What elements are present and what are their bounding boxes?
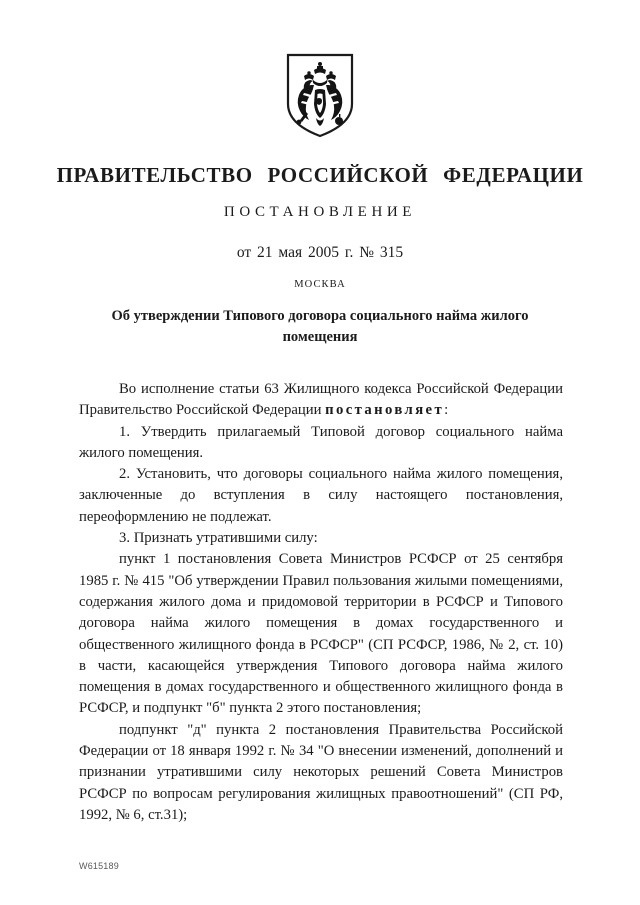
paragraph-repeal-1: пункт 1 постановления Совета Министров РСФСР от 25 сентября 1985 г. № 415 "Об утверждении Правил пользования жилыми помещениями, содержания жилого дома и придомовой территории в РСФСР и Типового договора найма жилого помещения в домах государственного и общественного жилищного фонда в РСФСР" (СП РСФСР, 1986, № 2, ст. 10) в части, касающейся утверждения Типового договора найма жилого помещения в домах государственного и общественного жилищного фонда в РСФСР, и подпункт "б" пункта 2 этого постановления; (79, 551, 563, 717)
preamble-emphasis: постановляет (325, 402, 445, 419)
russian-federation-coat-of-arms-icon (284, 52, 356, 138)
preamble-text-after: : (444, 402, 449, 419)
paragraph-repeal-2: подпункт "д" пункта 2 постановления Правительства Российской Федерации от 18 января 1992 г. № 34 "О внесении изменений, дополнений и признании утратившими силу некоторых решений Совета Министров РСФСР по вопросам регулирования жилищных правоотношений" (СП РФ, 1992, № 6, ст.31); (79, 721, 563, 823)
document-body (79, 379, 563, 826)
emblem-container (0, 52, 640, 138)
paragraph-item-3: 3. Признать утратившими силу: (119, 530, 318, 547)
paragraph-item-1: 1. Утвердить прилагаемый Типовой договор социального найма жилого помещения. (79, 423, 563, 461)
preamble-text-before: Во исполнение статьи 63 Жилищного кодекса Российской Федерации Правительство Российской Федерации (79, 381, 563, 419)
document-kind: ПОСТАНОВЛЕНИЕ (223, 204, 417, 220)
footer-stamp: W615189 (79, 861, 119, 871)
paragraph-item-2: 2. Установить, что договоры социального найма жилого помещения, заключенные до вступления в силу настоящего постановления, переоформлению не подлежат. (79, 466, 563, 525)
organization-title: ПРАВИТЕЛЬСТВО РОССИЙСКОЙ ФЕДЕРАЦИИ (56, 163, 584, 187)
paragraph-preamble (79, 379, 563, 422)
document-header (0, 162, 640, 291)
document-city: МОСКВА (294, 279, 346, 290)
document-date-number: от 21 мая 2005 г. № 315 (236, 244, 404, 261)
document-subject: Об утверждении Типового договора социального найма жилого помещения (111, 308, 529, 345)
